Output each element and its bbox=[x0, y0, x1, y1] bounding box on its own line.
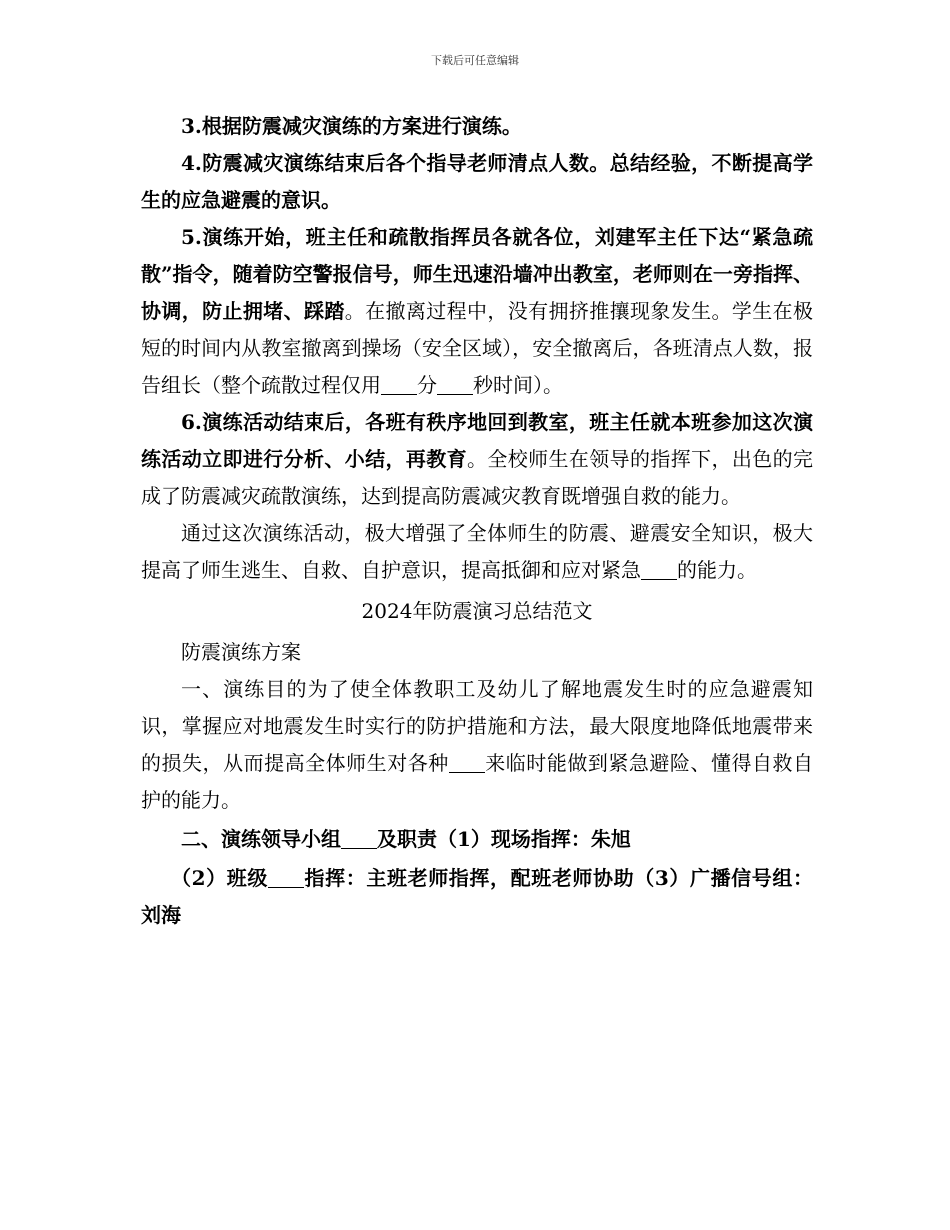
step-6-text: 。全校师生在领导的指挥下，出色的完成了防震减灾疏散演练，达到提高防震减灾教育既增强自救的能力。 bbox=[141, 447, 813, 508]
paragraph-purpose bbox=[141, 671, 813, 819]
blank-evacuation bbox=[268, 867, 304, 888]
paragraph-step-6 bbox=[141, 404, 813, 515]
class-command-text-b: 指挥：主班老师指挥，配班老师协助（3）广播信号组：刘海 bbox=[141, 866, 813, 927]
purpose-text-a: 一、演练目的为了使全体教职工及幼儿了解地震发生时的应急避震知识，掌握应对地震发生时实行的防护措施和方法，最大限度地降低地震带来的损失，从而提高全体师生对各种 bbox=[141, 677, 813, 775]
paragraph-step-4 bbox=[141, 145, 813, 219]
paragraph-step-5 bbox=[141, 219, 813, 404]
class-command-bold bbox=[141, 866, 813, 927]
step-5-text-c: 秒时间）。 bbox=[473, 373, 563, 397]
paragraph-leadership bbox=[141, 821, 813, 858]
leadership-text-b: 及职责（1）现场指挥：朱旭 bbox=[377, 827, 631, 851]
purpose-text-b: 来临时能做到紧急避险、懂得自救自护的能力。 bbox=[141, 751, 814, 812]
class-command-text-a: （2）班级 bbox=[171, 866, 268, 890]
step-6-bold-text: 6.演练活动结束后，各班有秩序地回到教室，班主任就本班参加这次演练活动立即进行分析、小结，再教育 bbox=[141, 410, 813, 471]
step-5-bold-text: 5.演练开始，班主任和疏散指挥员各就各位，刘建军主任下达“紧急疏散”指令，随着防空警报信号，师生迅速沿墙冲出教室，老师则在一旁指挥、协调，防止拥堵、踩踏 bbox=[141, 225, 813, 323]
blank-minutes bbox=[381, 374, 417, 395]
leadership-text-a: 二、演练领导小组 bbox=[181, 827, 341, 851]
paragraph-conclusion bbox=[141, 515, 813, 589]
blank-members bbox=[341, 828, 377, 849]
conclusion-text-a: 通过这次演练活动，极大增强了全体师生的防震、避震安全知识，极大提高了师生逃生、自救、自护意识，提高抵御和应对紧急 bbox=[141, 521, 813, 582]
section-title: 2024年防震演习总结范文 bbox=[361, 599, 593, 623]
step-4-text: 4.防震减灾演练结束后各个指导老师清点人数。总结经验，不断提高学生的应急避震的意识。 bbox=[141, 151, 813, 212]
step-5-text-b: 分 bbox=[417, 373, 437, 397]
leadership-bold bbox=[181, 827, 631, 851]
paragraph-class-command bbox=[141, 860, 813, 934]
blank-seconds bbox=[437, 374, 473, 395]
document-body bbox=[141, 108, 813, 934]
blank-emergency bbox=[641, 559, 677, 580]
blank-disaster bbox=[449, 752, 485, 773]
page-header: 下载后可任意编辑 bbox=[431, 54, 519, 67]
conclusion-text-b: 的能力。 bbox=[677, 558, 757, 582]
paragraph-step-3 bbox=[141, 108, 813, 145]
paragraph-plan-heading: 防震演练方案 bbox=[181, 640, 301, 664]
step-5-text-a: 。在撤离过程中，没有拥挤推攘现象发生。学生在极短的时间内从教室撤离到操场（安全区域），安全撤离后，各班清点人数，报告组长（整个疏散过程仅用 bbox=[141, 299, 813, 397]
step-3-text: 3.根据防震减灾演练的方案进行演练。 bbox=[181, 114, 522, 138]
